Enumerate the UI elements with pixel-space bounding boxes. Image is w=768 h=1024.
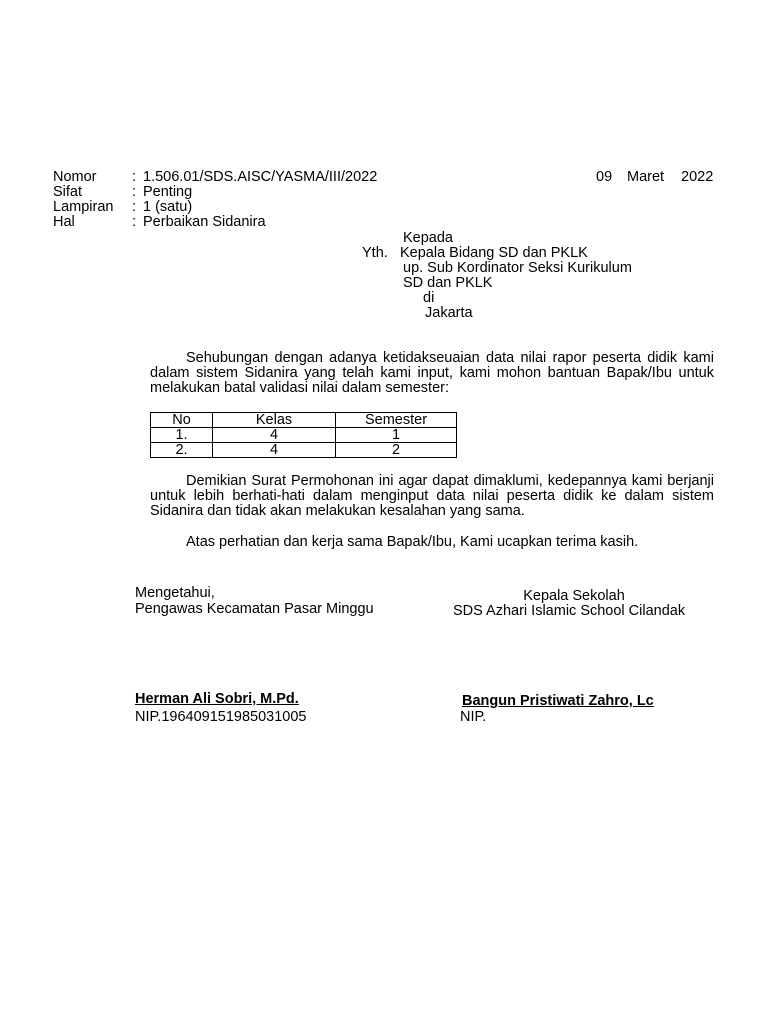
table-cell: 4 [213, 443, 336, 458]
signature-right-nip: NIP. [460, 709, 487, 725]
meta-key: Sifat [53, 184, 83, 200]
body-paragraph-3: Atas perhatian dan kerja sama Bapak/Ibu, Kami ucapkan terima kasih. [186, 534, 639, 550]
table-header-row [151, 413, 457, 428]
table-cell: 2 [336, 443, 457, 458]
signature-right-line2: SDS Azhari Islamic School Cilandak [453, 603, 686, 619]
recipient-line2: up. Sub Kordinator Seksi Kurikulum [403, 260, 632, 276]
date-year: 2022 [681, 169, 714, 185]
table-row [151, 428, 457, 443]
table-header-cell: No [151, 413, 213, 428]
meta-row-sifat [53, 185, 413, 200]
meta-value: Perbaikan Sidanira [143, 214, 266, 230]
table-header-cell: Kelas [213, 413, 336, 428]
meta-row-hal [53, 215, 413, 230]
meta-value: Penting [143, 184, 193, 200]
signature-left-nip: NIP.196409151985031005 [135, 709, 307, 725]
recipient-yth: Yth. [362, 245, 388, 261]
table-cell: 1. [151, 428, 213, 443]
meta-colon: : [132, 199, 137, 215]
meta-key: Hal [53, 214, 75, 230]
meta-key: Nomor [53, 169, 97, 185]
date-month: Maret [627, 169, 665, 185]
recipient-kepada: Kepada [403, 230, 453, 246]
signature-left-line1: Mengetahui, [135, 585, 215, 601]
table-cell: 4 [213, 428, 336, 443]
signature-left-line2: Pengawas Kecamatan Pasar Minggu [135, 601, 374, 617]
table-cell: 1 [336, 428, 457, 443]
recipient-city: Jakarta [425, 305, 473, 321]
table-cell: 2. [151, 443, 213, 458]
meta-row-lampiran [53, 200, 413, 215]
signature-left-name: Herman Ali Sobri, M.Pd. [135, 691, 299, 707]
recipient-line3: SD dan PKLK [403, 275, 493, 291]
meta-colon: : [132, 184, 137, 200]
table-header-cell: Semester [336, 413, 457, 428]
recipient-di: di [423, 290, 435, 306]
table-row [151, 443, 457, 458]
body-paragraph-2: Demikian Surat Permohonan ini agar dapat dimaklumi, kedepannya kami berjanji untuk lebih berhati-hati dalam menginput data nilai peserta didik ke dalam sistem Sidanira dan tidak akan melakukan kesalahan yang sama. [150, 473, 714, 519]
semester-table [150, 412, 457, 458]
body-paragraph-1: Sehubungan dengan adanya ketidakseuaian data nilai rapor peserta didik kami dalam sistem Sidanira yang telah kami input, kami mohon bantuan Bapak/Ibu untuk melakukan batal validasi nilai dalam semester: [150, 350, 714, 396]
meta-value: 1.506.01/SDS.AISC/YASMA/III/2022 [143, 169, 378, 185]
meta-colon: : [132, 169, 137, 185]
meta-colon: : [132, 214, 137, 230]
recipient-line1: Kepala Bidang SD dan PKLK [400, 245, 588, 261]
signature-right-line1: Kepala Sekolah [523, 588, 625, 604]
date-day: 09 [596, 169, 613, 185]
meta-row-nomor [53, 170, 413, 185]
meta-key: Lampiran [53, 199, 114, 215]
signature-right-name: Bangun Pristiwati Zahro, Lc [462, 693, 654, 709]
meta-value: 1 (satu) [143, 199, 193, 215]
